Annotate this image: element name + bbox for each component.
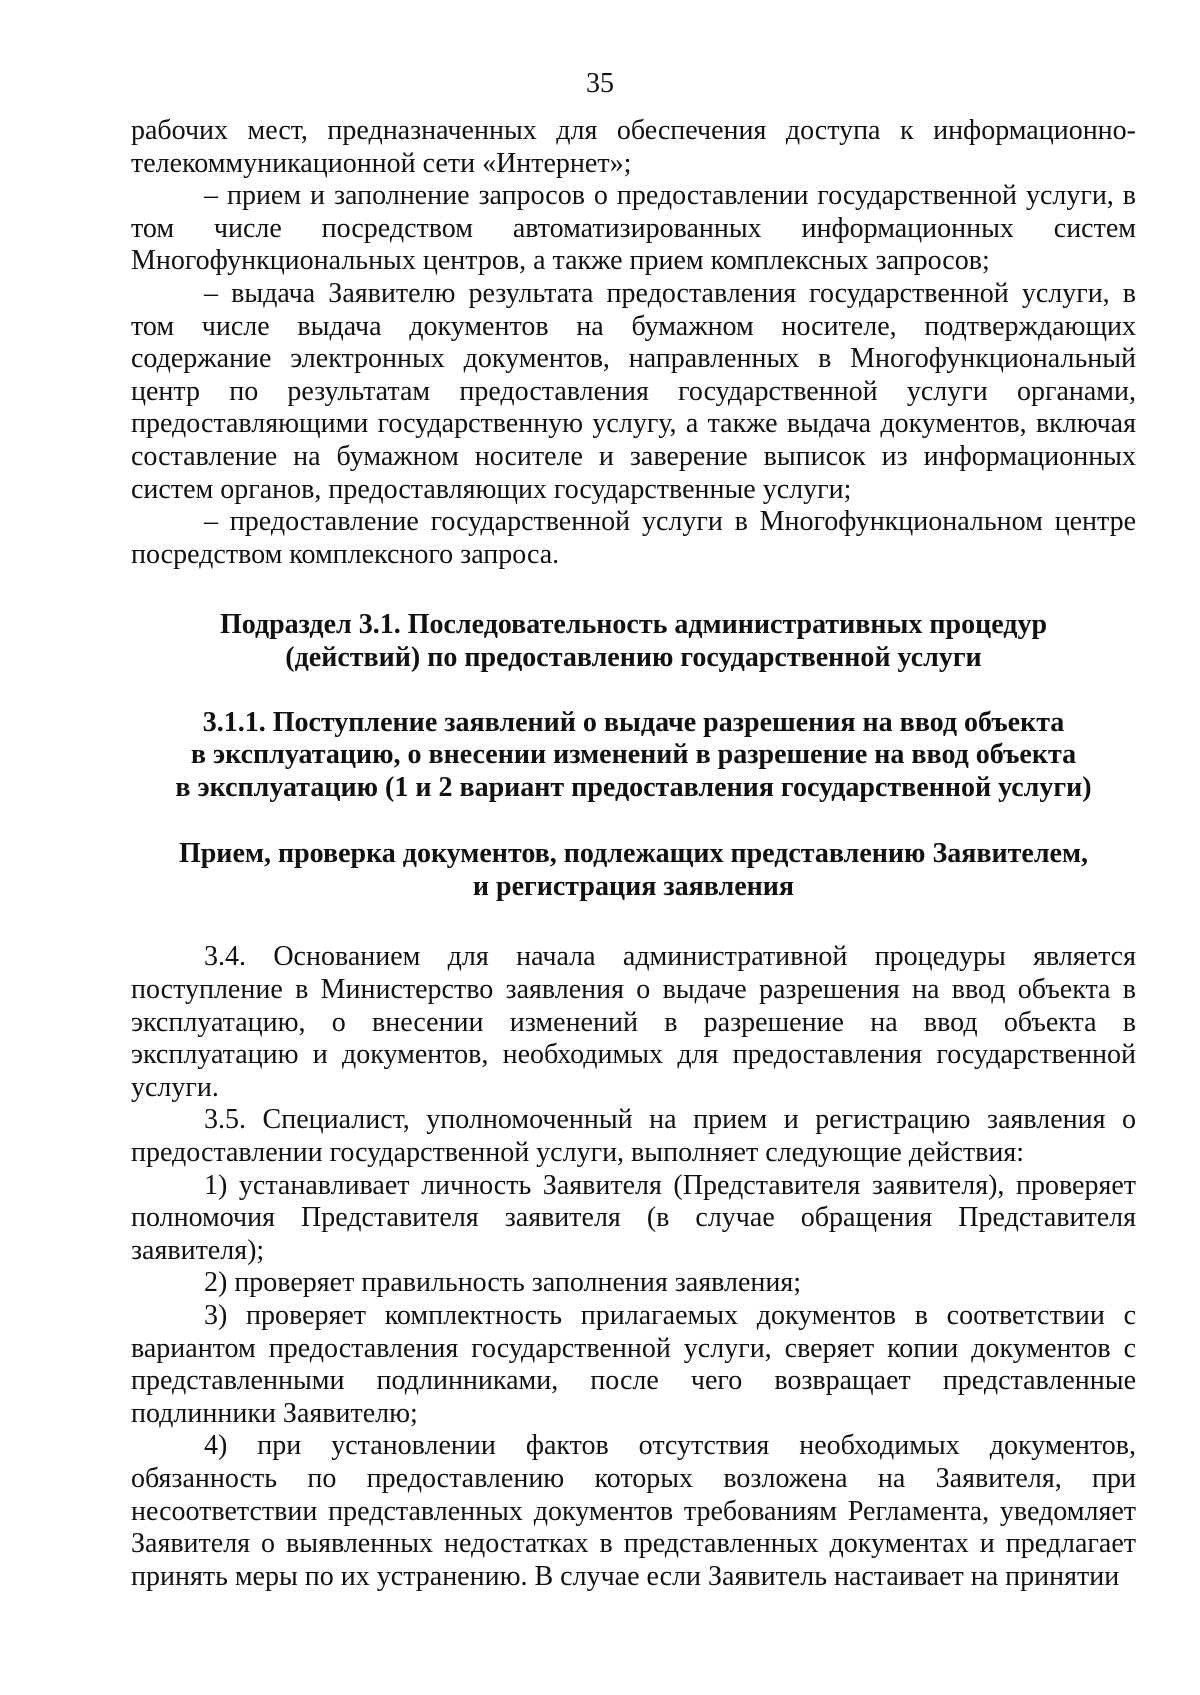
section-heading — [131, 707, 1136, 805]
spacer — [131, 804, 1136, 838]
subsection-heading-line: Подраздел 3.1. Последовательность административных процедур — [219, 609, 1048, 641]
paragraph-result-issuance: – выдача Заявителю результата предоставления государственной услуги, в том числе выдача документов на бумажном носителе, подтверждающих содержание электронных документов, направленных в Многофункциональный центр по результатам предоставления государственной услуги органами, предоставляющими государственную услугу, а также выдача документов, включая составление на бумажном носителе и заверение выписок из информационных систем органов, предоставляющих государственные услуги; — [131, 277, 1136, 505]
paragraph-3-4: 3.4. Основанием для начала административной процедуры является поступление в Министерство заявления о выдаче разрешения на ввод объекта в эксплуатацию, о внесении изменений в разрешение на ввод объекта в эксплуатацию и документов, необходимых для предоставления государственной услуги. — [131, 941, 1136, 1103]
page-number: 35 — [586, 68, 614, 99]
subsection-heading — [131, 609, 1136, 674]
paragraph-request-intake: – прием и заполнение запросов о предоставлении государственной услуги, в том числе посредством автоматизированных информационных систем Многофункциональных центров, а также прием комплексных запросов; — [131, 180, 1136, 277]
section-heading-line: 3.1.1. Поступление заявлений о выдаче разрешения на ввод объекта — [202, 706, 1065, 738]
list-item-2: 2) проверяет правильность заполнения заявления; — [204, 1267, 802, 1299]
section-heading-line: в эксплуатацию, о внесении изменений в разрешение на ввод объекта — [190, 739, 1077, 771]
paragraph-3-5: 3.5. Специалист, уполномоченный на прием и регистрацию заявления о предоставлении государственной услуги, выполняет следующие действия: — [131, 1104, 1136, 1169]
spacer — [131, 903, 1136, 941]
procedure-heading-line: и регистрация заявления — [472, 870, 795, 902]
document-body — [131, 115, 1136, 1593]
spacer — [131, 675, 1136, 707]
spacer — [131, 571, 1136, 609]
list-item-4: 4) при установлении фактов отсутствия необходимых документов, обязанность по предоставлению которых возложена на Заявителя, при несоответствии представленных документов требованиям Регламента, уведомляет Заявителя о выявленных недостатках в представленных документах и предлагает принять меры по их устранению. В случае если Заявитель настаивает на принятии — [131, 1430, 1136, 1592]
section-heading-line: в эксплуатацию (1 и 2 вариант предоставления государственной услуги) — [175, 771, 1092, 803]
subsection-heading-line: (действий) по предоставлению государственной услуги — [285, 641, 982, 673]
list-item-3: 3) проверяет комплектность прилагаемых документов в соответствии с вариантом предоставления государственной услуги, сверяет копии документов с представленными подлинниками, после чего возвращает представленные подлинники Заявителю; — [131, 1300, 1136, 1429]
list-item-1: 1) устанавливает личность Заявителя (Представителя заявителя), проверяет полномочия Представителя заявителя (в случае обращения Представителя заявителя); — [131, 1169, 1136, 1266]
procedure-heading-line: Прием, проверка документов, подлежащих представлению Заявителем, — [178, 838, 1089, 870]
paragraph-complex-request: – предоставление государственной услуги в Многофункциональном центре посредством комплексного запроса. — [131, 506, 1136, 570]
procedure-heading — [131, 838, 1136, 903]
paragraph-workplaces: рабочих мест, предназначенных для обеспечения доступа к информационно-телекоммуникационной сети «Интернет»; — [131, 115, 1136, 179]
